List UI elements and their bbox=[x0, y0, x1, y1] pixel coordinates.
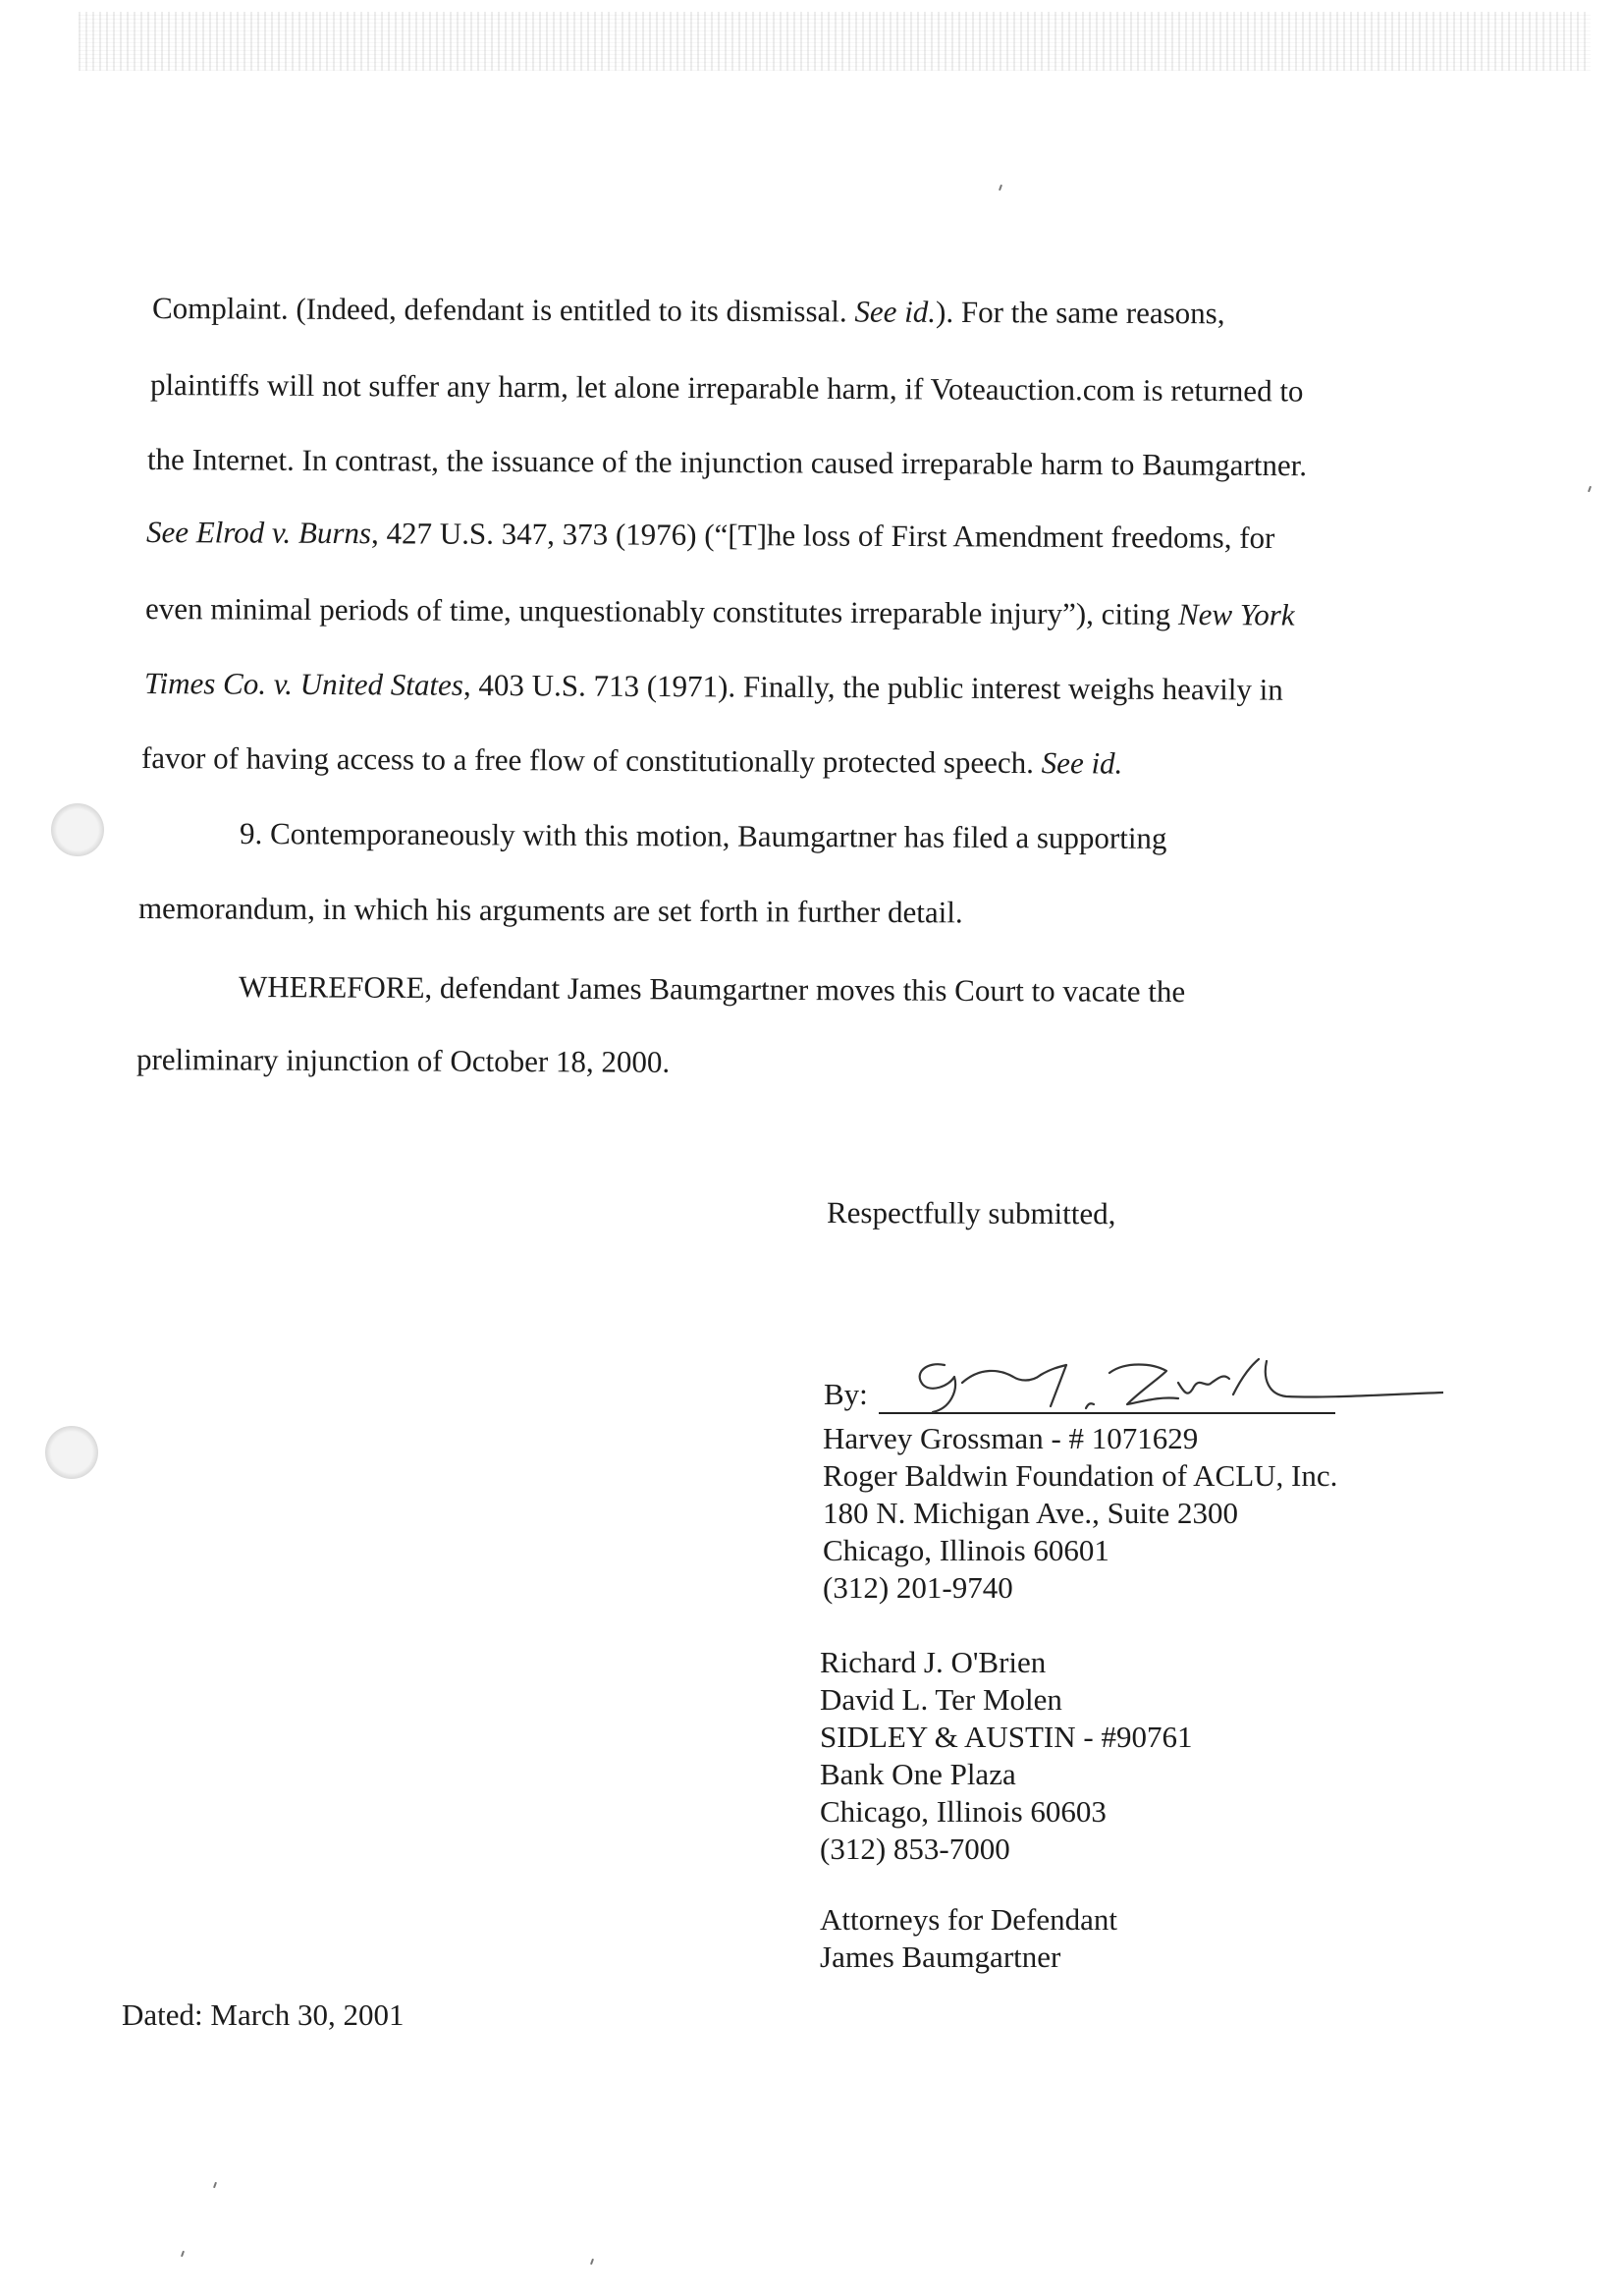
dated-line: Dated: March 30, 2001 bbox=[122, 1997, 405, 2032]
handwritten-signature bbox=[893, 1343, 1443, 1424]
scan-speck bbox=[181, 2251, 185, 2257]
counsel-line: Roger Baldwin Foundation of ACLU, Inc. bbox=[823, 1458, 1338, 1493]
scan-speck bbox=[590, 2259, 594, 2265]
by-label: By: bbox=[824, 1377, 868, 1411]
counsel-line: Chicago, Illinois 60603 bbox=[820, 1794, 1107, 1829]
counsel-line: Attorneys for Defendant bbox=[820, 1902, 1118, 1937]
body-line: See Elrod v. Burns, 427 U.S. 347, 373 (1976) (“[T]he loss of First Amendment freedoms, for bbox=[145, 515, 1275, 556]
scan-speck bbox=[213, 2182, 217, 2188]
counsel-line: James Baumgartner bbox=[820, 1940, 1061, 1974]
counsel-block-aclu bbox=[823, 1420, 1337, 1607]
body-line: 9. Contemporaneously with this motion, Baumgartner has filed a supporting bbox=[239, 816, 1167, 855]
counsel-line: (312) 201-9740 bbox=[823, 1570, 1013, 1605]
counsel-line: Harvey Grossman - # 1071629 bbox=[823, 1421, 1199, 1455]
body-line: favor of having access to a free flow of constitutionally protected speech. See id. bbox=[140, 740, 1123, 781]
body-line: preliminary injunction of October 18, 2000. bbox=[135, 1042, 671, 1079]
scan-speck bbox=[999, 185, 1002, 191]
body-line: plaintiffs will not suffer any harm, let alone irreparable harm, if Voteauction.com is returned to bbox=[149, 367, 1304, 409]
body-line: even minimal periods of time, unquestionably constitutes irreparable injury”), citing New York bbox=[144, 591, 1295, 632]
body-line: Complaint. (Indeed, defendant is entitled to its dismissal. See id.). For the same reasons, bbox=[151, 291, 1225, 331]
counsel-line: (312) 853-7000 bbox=[820, 1831, 1010, 1866]
counsel-line: 180 N. Michigan Ave., Suite 2300 bbox=[823, 1496, 1239, 1530]
attorneys-for-block bbox=[820, 1901, 1117, 1976]
punch-hole-mark bbox=[45, 1426, 98, 1479]
counsel-line: SIDLEY & AUSTIN - #90761 bbox=[820, 1720, 1193, 1754]
punch-hole-mark bbox=[51, 803, 104, 856]
counsel-line: Chicago, Illinois 60601 bbox=[823, 1533, 1109, 1567]
counsel-line: David L. Ter Molen bbox=[820, 1682, 1062, 1717]
scan-artifact-band bbox=[79, 12, 1591, 71]
counsel-block-sidley bbox=[820, 1644, 1192, 1868]
body-line: Times Co. v. United States, 403 U.S. 713 (1971). Finally, the public interest weighs heavily in bbox=[143, 666, 1283, 707]
body-line: memorandum, in which his arguments are set forth in further detail. bbox=[137, 891, 963, 930]
scan-speck bbox=[1588, 486, 1592, 492]
counsel-line: Bank One Plaza bbox=[820, 1757, 1016, 1791]
body-line: the Internet. In contrast, the issuance of the injunction caused irreparable harm to Baumgartner. bbox=[146, 442, 1308, 483]
closing-text: Respectfully submitted, bbox=[826, 1195, 1116, 1231]
counsel-line: Richard J. O'Brien bbox=[820, 1645, 1047, 1679]
body-line: WHEREFORE, defendant James Baumgartner moves this Court to vacate the bbox=[238, 969, 1186, 1010]
